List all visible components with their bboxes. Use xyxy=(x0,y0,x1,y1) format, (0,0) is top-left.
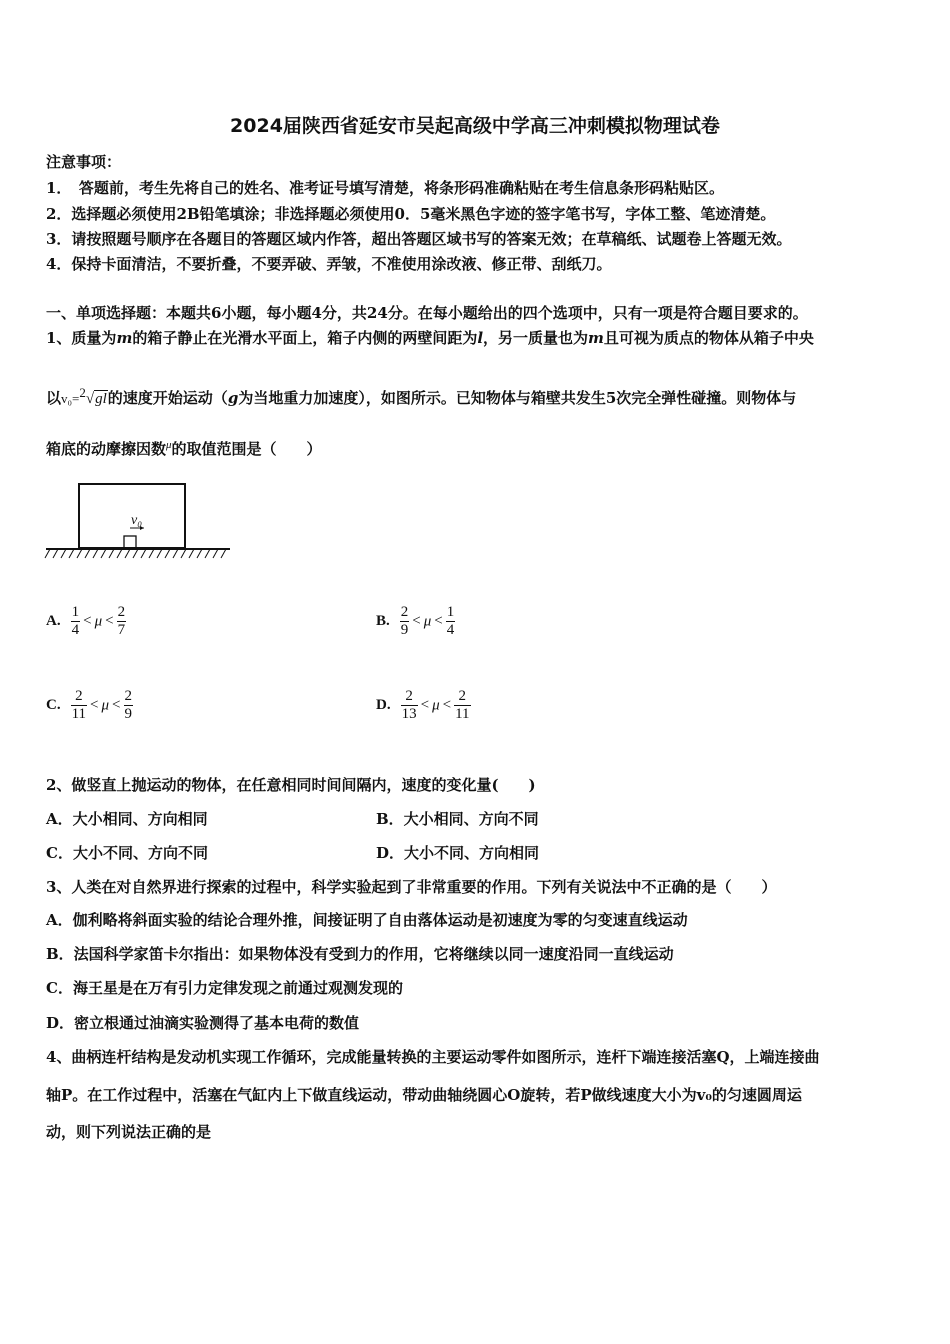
q4-line-1: 4、曲柄连杆结构是发动机实现工作循环，完成能量转换的主要运动零件如图所示，连杆下端连接活塞Q，上端连接曲 xyxy=(46,1048,820,1066)
q2-option-b[interactable]: B．大小相同、方向不同 xyxy=(376,810,539,828)
q2-option-a[interactable]: A．大小相同、方向相同 xyxy=(46,810,208,828)
q2-option-d[interactable]: D．大小不同、方向相同 xyxy=(376,844,540,862)
q3-option-c[interactable]: C．海王星是在万有引力定律发现之前通过观测发现的 xyxy=(46,979,403,997)
notice-item-4: 4．保持卡面清洁，不要折叠，不要弄破、弄皱，不准使用涂改液、修正带、刮纸刀。 xyxy=(46,255,612,273)
notice-item-2: 2．选择题必须使用2B铅笔填涂；非选择题必须使用0．5毫米黑色字迹的签字笔书写，字体工整、笔迹清楚。 xyxy=(46,205,776,223)
notice-item-3: 3．请按照题号顺序在各题目的答题区域内作答，超出答题区域书写的答案无效；在草稿纸、试题卷上答题无效。 xyxy=(46,230,792,248)
q3-option-b[interactable]: B．法国科学家笛卡尔指出：如果物体没有受到力的作用，它将继续以同一速度沿同一直线运动 xyxy=(46,945,674,963)
q1-option-a[interactable]: A. $\frac{1}{4}$ < μ < $\frac{2}{7}$ xyxy=(46,604,126,639)
q3-stem: 3、人类在对自然界进行探索的过程中，科学实验起到了非常重要的作用。下列有关说法中不正确的是（ ） xyxy=(46,878,777,896)
q2-option-c[interactable]: C．大小不同、方向不同 xyxy=(46,844,208,862)
v0-label: v₀ xyxy=(131,513,143,528)
box-figure xyxy=(44,482,234,566)
page-title: 2024届陕西省延安市吴起高级中学高三冲刺模拟物理试卷 xyxy=(230,115,720,137)
notice-item-1: 1． 答题前，考生先将自己的姓名、准考证号填写清楚，将条形码准确粘贴在考生信息条形码粘贴区。 xyxy=(46,179,724,197)
small-block xyxy=(124,536,136,548)
q1-line-2: 以v₀=2√gl的速度开始运动（g为当地重力加速度），如图所示。已知物体与箱壁共发生5次完全弹性碰撞。则物体与 xyxy=(46,385,797,407)
q3-option-d[interactable]: D．密立根通过油滴实验测得了基本电荷的数值 xyxy=(46,1014,360,1032)
ground-hatching xyxy=(45,549,226,558)
q1-option-d[interactable]: D. $\frac{2}{13}$ < μ < $\frac{2}{11}$ xyxy=(376,688,470,723)
q1-line-3: 箱底的动摩擦因数$^\mu$的取值范围是（ ） xyxy=(46,439,322,458)
q4-line-3: 动，则下列说法正确的是 xyxy=(46,1123,212,1141)
q2-stem: 2、做竖直上抛运动的物体，在任意相同时间间隔内，速度的变化量( ) xyxy=(46,776,536,794)
q1-option-b[interactable]: B. $\frac{2}{9}$ < μ < $\frac{1}{4}$ xyxy=(376,604,455,639)
notice-heading: 注意事项： xyxy=(46,153,122,171)
section-heading: 一、单项选择题：本题共6小题，每小题4分，共24分。在每小题给出的四个选项中，只有一项是符合题目要求的。 xyxy=(46,304,808,322)
q4-line-2: 轴P。在工作过程中，活塞在气缸内上下做直线运动，带动曲轴绕圆心O旋转，若P做线速度大小为v₀的匀速圆周运 xyxy=(46,1086,802,1104)
q3-option-a[interactable]: A．伽利略将斜面实验的结论合理外推，间接证明了自由落体运动是初速度为零的匀变速直线运动 xyxy=(46,911,688,929)
sqrt-expression: 2√gl xyxy=(79,385,107,407)
q1-line-1: 1、质量为m的箱子静止在光滑水平面上，箱子内侧的两壁间距为l，另一质量也为m且可视为质点的物体从箱子中央 xyxy=(46,329,814,347)
q1-option-c[interactable]: C. $\frac{2}{11}$ < μ < $\frac{2}{9}$ xyxy=(46,688,133,723)
